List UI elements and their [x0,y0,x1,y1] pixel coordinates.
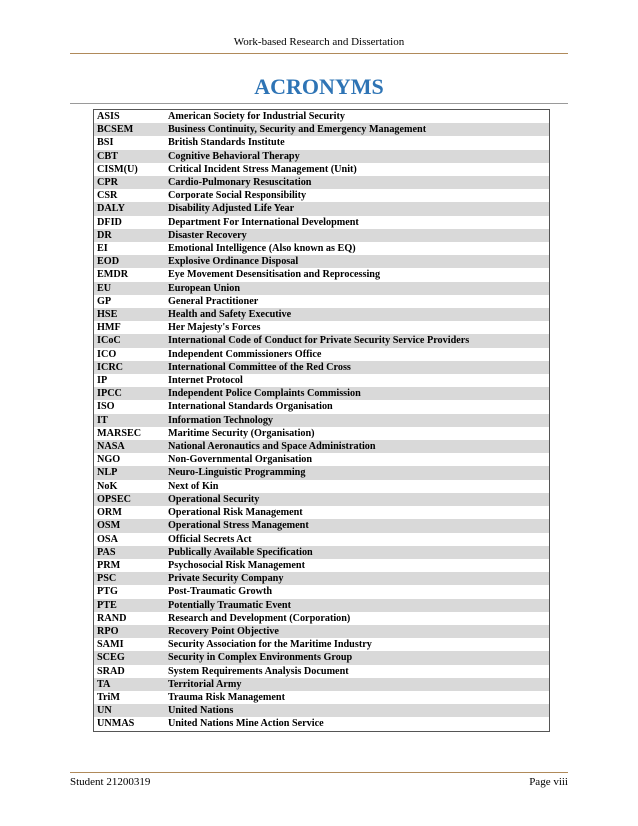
table-row [94,466,549,479]
table-row [94,361,549,374]
acronym-abbreviation: TriM [97,691,121,703]
acronym-meaning: Operational Risk Management [168,507,303,519]
acronym-abbreviation: SRAD [97,665,125,677]
acronym-abbreviation: ORM [97,507,122,519]
acronym-meaning: Explosive Ordinance Disposal [165,255,549,268]
table-row [94,651,549,664]
acronym-abbreviation: DFID [97,216,122,228]
acronym-abbreviation: PAS [94,546,165,559]
acronym-meaning: British Standards Institute [168,137,285,149]
table-row [94,704,549,717]
acronym-meaning: National Aeronautics and Space Administration [165,440,549,453]
acronym-abbreviation: CISM(U) [97,163,138,175]
acronym-abbreviation: CPR [94,176,165,189]
table-row [94,585,549,598]
acronym-abbreviation: NLP [94,466,165,479]
table-row [94,189,549,202]
acronym-meaning: Independent Commissioners Office [168,348,322,360]
acronym-meaning: Cognitive Behavioral Therapy [165,150,549,163]
table-row [94,638,549,651]
table-row [94,612,549,625]
acronym-meaning: Independent Police Complaints Commission [165,387,549,400]
acronym-abbreviation: ICO [97,348,117,360]
table-row [94,519,549,532]
table-row [94,150,549,163]
acronyms-table [93,109,550,732]
acronym-meaning: Corporate Social Responsibility [168,190,307,202]
acronym-meaning: System Requirements Analysis Document [168,665,349,677]
acronym-abbreviation: DALY [94,202,165,215]
acronym-meaning: Internet Protocol [168,375,243,387]
table-row [94,506,549,519]
table-row [94,229,549,242]
acronym-abbreviation: TA [94,678,165,691]
acronym-abbreviation: HMF [97,322,121,334]
acronym-meaning: Research and Development (Corporation) [168,612,351,624]
acronym-abbreviation: OSA [97,533,118,545]
table-row [94,268,549,281]
table-row [94,387,549,400]
table-row [94,255,549,268]
acronym-abbreviation: RAND [97,612,127,624]
table-row [94,242,549,255]
acronym-meaning: Private Security Company [165,572,549,585]
table-row [94,546,549,559]
acronym-abbreviation: UNMAS [97,718,135,730]
acronym-meaning: Disaster Recovery [165,229,549,242]
acronym-meaning: International Standards Organisation [168,401,333,413]
acronym-meaning: Trauma Risk Management [168,691,285,703]
acronym-abbreviation: NoK [97,480,118,492]
acronym-meaning: Publically Available Specification [165,546,549,559]
table-row [94,136,549,149]
acronym-meaning: Next of Kin [168,480,219,492]
table-row [94,176,549,189]
acronym-abbreviation: ISO [97,401,115,413]
table-row [94,480,549,493]
acronym-meaning: Operational Security [165,493,549,506]
acronym-abbreviation: UN [94,704,165,717]
acronym-meaning: Disability Adjusted Life Year [165,202,549,215]
acronym-abbreviation: PRM [97,559,121,571]
acronym-abbreviation: HSE [94,308,165,321]
acronym-meaning: International Code of Conduct for Private Security Service Providers [165,334,549,347]
acronym-meaning: Security in Complex Environments Group [165,651,549,664]
acronym-meaning: Recovery Point Objective [165,625,549,638]
acronym-abbreviation: SAMI [97,639,124,651]
acronym-meaning: International Committee of the Red Cross [165,361,549,374]
table-row [94,427,549,440]
acronym-meaning: Neuro-Linguistic Programming [165,466,549,479]
table-row [94,559,549,572]
table-row [94,625,549,638]
acronym-abbreviation: CSR [97,190,118,202]
acronym-meaning: United Nations Mine Action Service [168,718,324,730]
acronym-abbreviation: IP [97,375,108,387]
acronym-meaning: Territorial Army [165,678,549,691]
title-divider [70,103,568,104]
acronym-abbreviation: NASA [94,440,165,453]
table-row [94,717,549,730]
acronym-meaning: Maritime Security (Organisation) [168,427,315,439]
acronym-meaning: Potentially Traumatic Event [165,599,549,612]
acronym-abbreviation: EU [94,282,165,295]
acronym-meaning: United Nations [165,704,549,717]
acronym-meaning: Security Association for the Maritime Industry [168,639,372,651]
acronym-meaning: Psychosocial Risk Management [168,559,305,571]
table-row [94,533,549,546]
table-row [94,440,549,453]
page-header: Work-based Research and Dissertation [233,36,405,48]
acronym-abbreviation: PTG [97,586,118,598]
table-row [94,678,549,691]
acronym-abbreviation: OSM [94,519,165,532]
acronym-meaning: Cardio-Pulmonary Resuscitation [165,176,549,189]
table-row [94,599,549,612]
acronym-abbreviation: MARSEC [97,427,142,439]
acronym-meaning: Post-Traumatic Growth [168,586,273,598]
acronym-abbreviation: IPCC [94,387,165,400]
table-row [94,110,549,123]
acronym-abbreviation: OPSEC [94,493,165,506]
table-row [94,282,549,295]
acronym-abbreviation: PTE [94,599,165,612]
acronym-abbreviation: BCSEM [94,123,165,136]
acronym-meaning: General Practitioner [168,295,259,307]
acronym-meaning: American Society for Industrial Security [168,111,345,122]
acronym-meaning: Non-Governmental Organisation [168,454,313,466]
acronym-abbreviation: RPO [94,625,165,638]
footer-divider [70,772,568,773]
table-row [94,202,549,215]
acronym-meaning: Information Technology [165,414,549,427]
acronyms-table-body [94,110,549,731]
footer-page-number: Page viii [529,776,568,788]
header-divider [70,53,568,54]
acronym-abbreviation: BSI [97,137,114,149]
footer-student-id: Student 21200319 [70,776,151,788]
acronym-meaning: Business Continuity, Security and Emergency Management [165,123,549,136]
acronym-abbreviation: ICRC [94,361,165,374]
table-row [94,665,549,678]
acronym-meaning: Department For International Development [168,216,359,228]
acronym-abbreviation: GP [97,295,112,307]
acronym-meaning: Health and Safety Executive [165,308,549,321]
acronym-meaning: Operational Stress Management [165,519,549,532]
acronym-abbreviation: PSC [94,572,165,585]
acronym-abbreviation: EI [97,243,108,255]
acronym-abbreviation: DR [94,229,165,242]
acronym-abbreviation: IT [94,414,165,427]
acronym-abbreviation: EOD [94,255,165,268]
table-row [94,348,549,361]
table-row [94,572,549,585]
table-row [94,163,549,176]
table-row [94,321,549,334]
acronym-abbreviation: ASIS [97,111,120,122]
table-row [94,400,549,413]
page-title: ACRONYMS [254,74,384,99]
acronym-abbreviation: NGO [97,454,121,466]
table-row [94,295,549,308]
acronym-meaning: Critical Incident Stress Management (Unit) [168,163,357,175]
acronym-meaning: Emotional Intelligence (Also known as EQ) [168,243,356,255]
table-row [94,308,549,321]
table-row [94,414,549,427]
acronym-meaning: Official Secrets Act [168,533,252,545]
table-row [94,691,549,704]
acronym-abbreviation: EMDR [97,269,129,281]
table-row [94,453,549,466]
acronym-abbreviation: CBT [94,150,165,163]
acronym-meaning: European Union [165,282,549,295]
table-row [94,123,549,136]
table-row [94,216,549,229]
table-row [94,374,549,387]
acronym-abbreviation: ICoC [94,334,165,347]
acronym-meaning: Her Majesty's Forces [168,322,261,334]
acronym-meaning: Eye Movement Desensitisation and Reprocessing [168,269,381,281]
table-row [94,493,549,506]
table-row [94,334,549,347]
acronym-abbreviation: SCEG [94,651,165,664]
